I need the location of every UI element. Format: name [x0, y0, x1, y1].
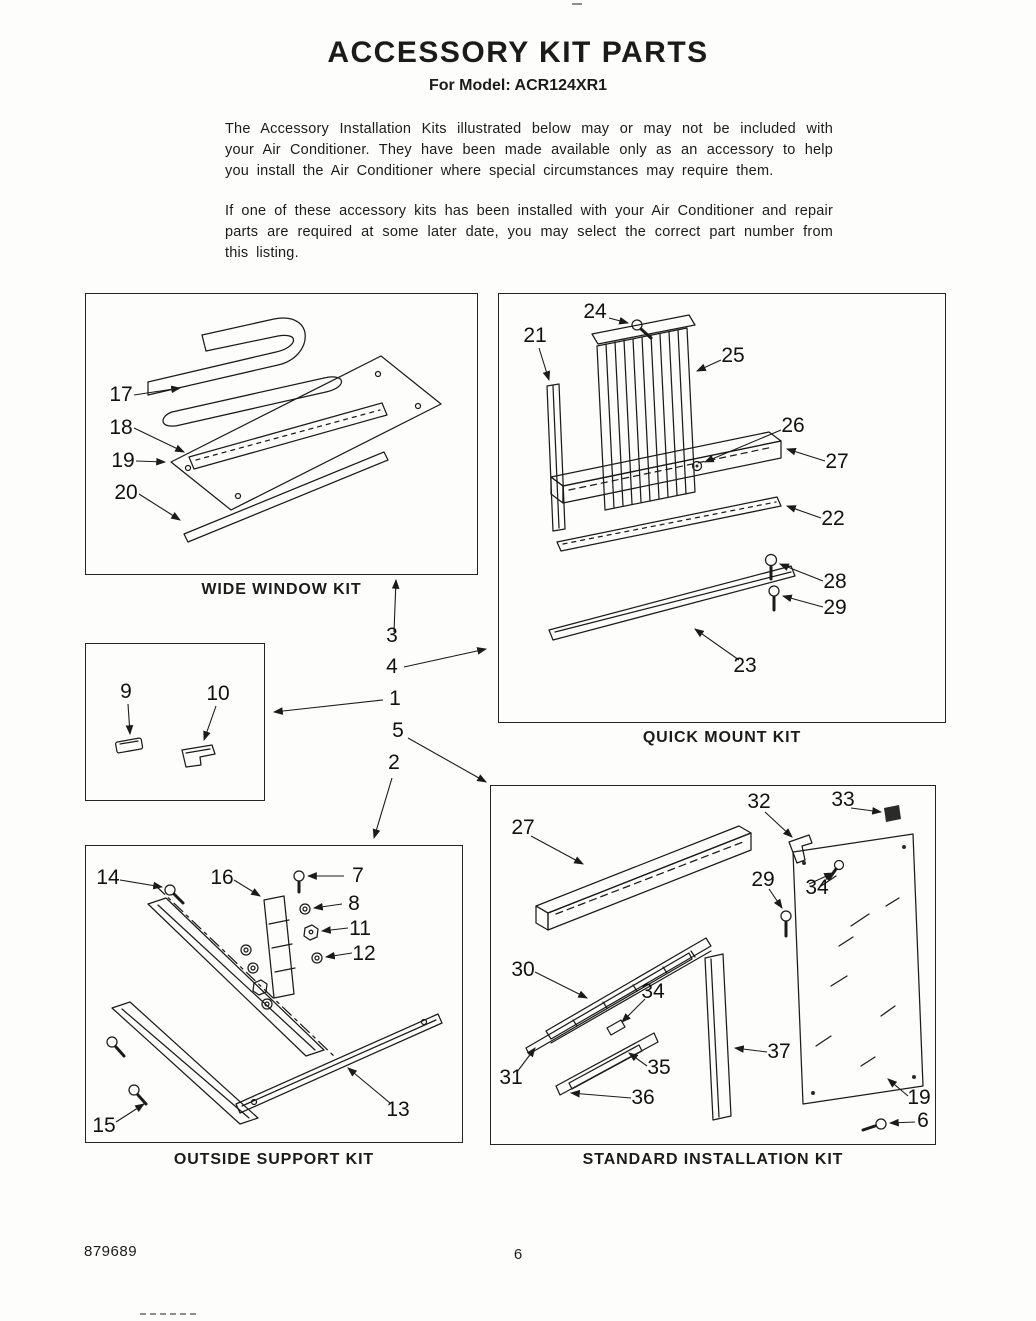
callout-25: 25	[721, 344, 745, 367]
callout-30: 30	[511, 958, 535, 981]
scan-mark-bottom	[140, 1313, 196, 1315]
callout-27b: 27	[511, 816, 535, 839]
callout-19: 19	[111, 449, 135, 472]
intro-paragraph-2: If one of these accessory kits has been installed with your Air Conditioner and repair parts are required at some later date, you may select the correct part number from this listing.	[225, 203, 833, 262]
quick-mount-kit-diagram	[499, 294, 944, 721]
callout-12: 12	[352, 942, 376, 965]
callout-33: 33	[831, 788, 855, 811]
scan-mark-top	[572, 3, 582, 5]
callout-20: 20	[114, 481, 138, 504]
callout-35: 35	[647, 1056, 671, 1079]
callout-29b: 29	[751, 868, 775, 891]
callout-36: 36	[631, 1086, 655, 1109]
wide-window-kit-diagram	[86, 294, 476, 573]
standard-installation-kit-label: STANDARD INSTALLATION KIT	[582, 1151, 844, 1168]
footer-doc-number: 879689	[84, 1243, 138, 1260]
callout-28: 28	[823, 570, 847, 593]
intro-paragraph-1: The Accessory Installation Kits illustrated below may or may not be included with your Air Conditioner. They have been made available only as an accessory to help you install the Air Conditioner where special circumstances may require them.	[225, 121, 833, 180]
callout-27: 27	[825, 450, 849, 473]
callout-31: 31	[499, 1066, 523, 1089]
model-line: For Model: ACR124XR1	[428, 77, 608, 94]
callout-18: 18	[109, 416, 133, 439]
quick-mount-kit-label: QUICK MOUNT KIT	[642, 729, 802, 746]
callout-32: 32	[747, 790, 771, 813]
callout-23: 23	[733, 654, 757, 677]
callout-10: 10	[206, 682, 230, 705]
callout-5: 5	[392, 719, 404, 742]
callout-22: 22	[821, 507, 845, 530]
standard-installation-kit-box	[490, 785, 936, 1145]
callout-4: 4	[386, 655, 398, 678]
standard-installation-kit-diagram	[491, 786, 934, 1143]
callout-7: 7	[352, 864, 364, 887]
kit-index-callouts	[260, 570, 500, 860]
callout-3: 3	[386, 624, 398, 647]
footer-page-number: 6	[513, 1246, 523, 1263]
callout-1: 1	[389, 687, 401, 710]
callout-9: 9	[120, 680, 132, 703]
callout-21: 21	[523, 324, 547, 347]
outside-support-kit-label: OUTSIDE SUPPORT KIT	[173, 1151, 375, 1168]
callout-37: 37	[767, 1040, 791, 1063]
callout-13: 13	[386, 1098, 410, 1121]
page-title: ACCESSORY KIT PARTS	[327, 36, 709, 69]
callout-26: 26	[781, 414, 805, 437]
wide-window-kit-label: WIDE WINDOW KIT	[201, 581, 362, 598]
hardware-parts-box	[85, 643, 265, 801]
callout-34b: 34	[641, 980, 665, 1003]
hardware-parts-diagram	[86, 644, 263, 799]
callout-14: 14	[96, 866, 120, 889]
callout-17: 17	[109, 383, 133, 406]
callout-16: 16	[210, 866, 234, 889]
callout-34a: 34	[805, 876, 829, 899]
callout-2: 2	[388, 751, 400, 774]
callout-29: 29	[823, 596, 847, 619]
callout-8: 8	[348, 892, 360, 915]
callout-19b: 19	[907, 1086, 931, 1109]
wide-window-kit-box	[85, 293, 478, 575]
outside-support-kit-diagram	[86, 846, 461, 1141]
callout-11: 11	[349, 917, 371, 940]
outside-support-kit-box	[85, 845, 463, 1143]
callout-6: 6	[917, 1109, 929, 1132]
quick-mount-kit-box	[498, 293, 946, 723]
callout-24: 24	[583, 300, 607, 323]
callout-15: 15	[92, 1114, 116, 1137]
